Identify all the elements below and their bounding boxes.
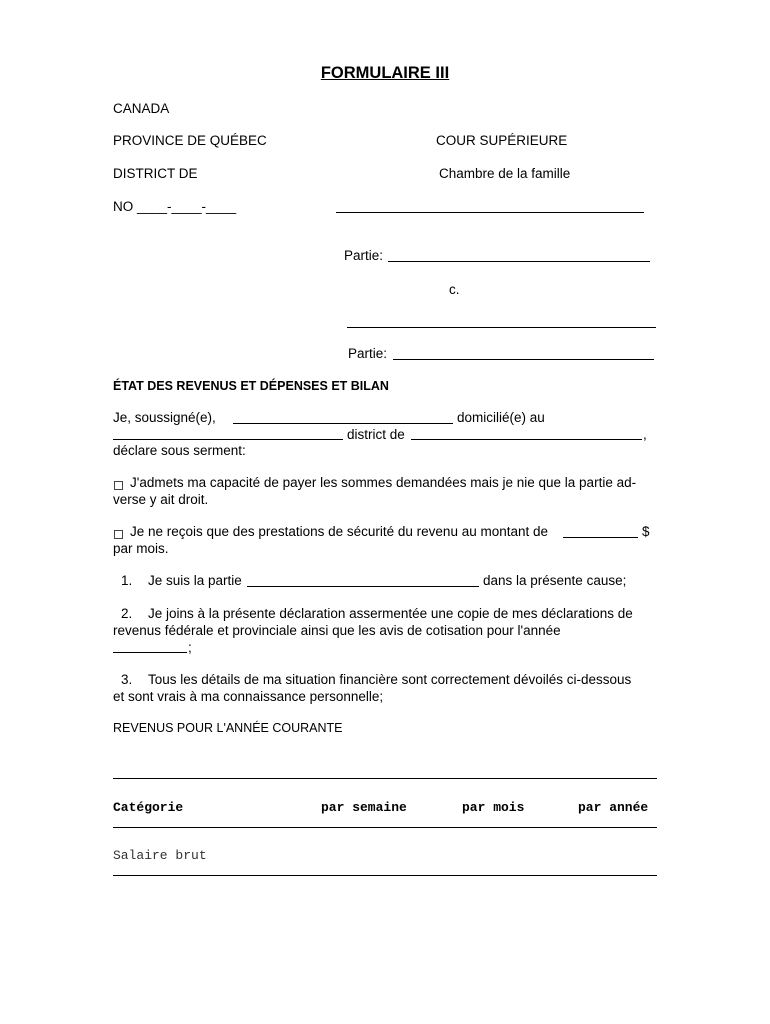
row-salaire-brut: Salaire brut	[113, 848, 207, 863]
serment-label: déclare sous serment:	[113, 443, 246, 458]
versus-label: c.	[449, 282, 460, 297]
dollar-sign: $	[642, 524, 650, 539]
chamber-label: Chambre de la famille	[439, 166, 571, 181]
district-field[interactable]	[411, 439, 642, 440]
item2-text-line1: Je joins à la présente déclaration assermentée une copie de mes déclarations de	[148, 606, 633, 621]
item3-number: 3.	[121, 672, 133, 687]
year-field[interactable]	[113, 652, 187, 653]
district-de-label: district de	[347, 427, 405, 442]
revenus-title: REVENUS POUR L'ANNÉE COURANTE	[113, 721, 343, 735]
district-label: DISTRICT DE	[113, 166, 198, 181]
party2-label: Partie:	[348, 346, 388, 361]
table-row-rule	[113, 875, 657, 876]
table-top-rule	[113, 778, 657, 779]
option2-text-line2: par mois.	[113, 541, 169, 556]
form-title: FORMULAIRE III	[320, 64, 450, 82]
item3-text-line2: et sont vrais à ma connaissance personnelle;	[113, 689, 384, 704]
option2-text-line1: Je ne reçois que des prestations de sécurité du revenu au montant de	[130, 524, 549, 539]
address-field[interactable]	[113, 439, 343, 440]
country-label: CANADA	[113, 101, 170, 116]
section-title: ÉTAT DES REVENUS ET DÉPENSES ET BILAN	[113, 379, 389, 393]
item2-end: ;	[188, 640, 192, 655]
item2-number: 2.	[121, 606, 133, 621]
item1-number: 1.	[121, 573, 133, 588]
option1-text-line2: verse y ait droit.	[113, 492, 209, 507]
province-label: PROVINCE DE QUÉBEC	[113, 133, 267, 148]
court-line[interactable]	[336, 212, 644, 213]
item1-text-a: Je suis la partie	[148, 573, 242, 588]
col-categorie: Catégorie	[113, 800, 184, 815]
option1-text-line1: J'admets ma capacité de payer les sommes demandées mais je nie que la partie ad-	[130, 475, 637, 490]
je-label: Je, soussigné(e),	[113, 410, 216, 425]
item1-text-b: dans la présente cause;	[483, 573, 627, 588]
domicile-label: domicilié(e) au	[457, 410, 545, 425]
party2-field[interactable]	[393, 359, 654, 360]
col-par-annee: par année	[578, 800, 649, 815]
col-par-mois: par mois	[462, 800, 525, 815]
item3-text-line1: Tous les détails de ma situation financière sont correctement dévoilés ci-dessous	[148, 672, 632, 687]
party1-label: Partie:	[344, 248, 384, 263]
col-par-semaine: par semaine	[321, 800, 407, 815]
option1-checkbox[interactable]	[114, 481, 123, 490]
item2-text-line2: revenus fédérale et provinciale ainsi que les avis de cotisation pour l'année	[113, 623, 561, 638]
comma: ,	[643, 427, 647, 442]
declarant-name-field[interactable]	[233, 423, 453, 424]
party-role-field[interactable]	[247, 586, 479, 587]
party1-field[interactable]	[388, 261, 650, 262]
amount-field[interactable]	[563, 537, 638, 538]
file-number-field[interactable]: NO ____-____-____	[113, 199, 237, 214]
option2-checkbox[interactable]	[114, 530, 123, 539]
court-label: COUR SUPÉRIEURE	[436, 133, 568, 148]
party2-name-line[interactable]	[347, 327, 656, 328]
table-header-rule	[113, 827, 657, 828]
